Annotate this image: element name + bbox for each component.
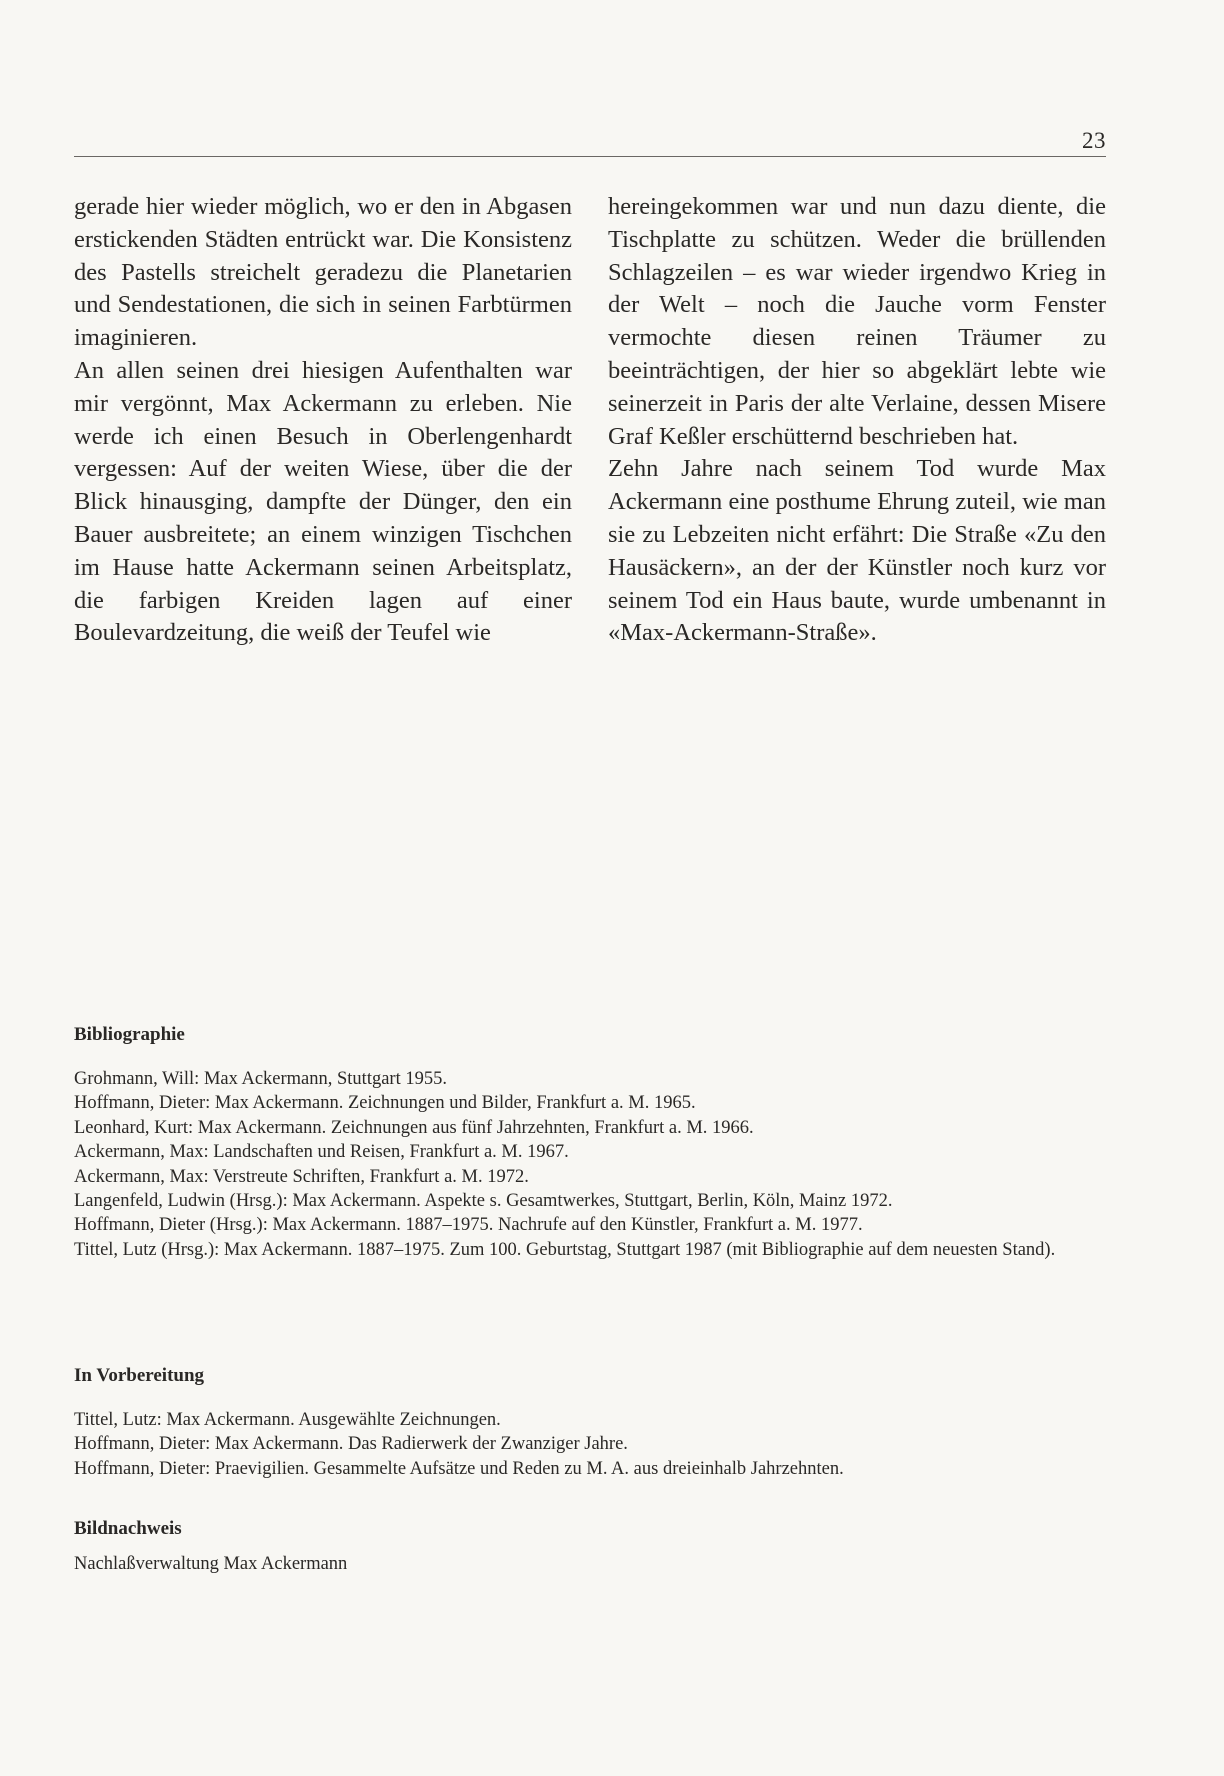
image-credits-section — [74, 1517, 1106, 1576]
body-paragraph: Zehn Jahre nach seinem Tod wurde Max Ackermann eine posthume Ehrung zuteil, wie man sie zu Lebzeiten nicht erfährt: Die Straße «Zu den Hausäckern», an der der Künstler noch kurz vor seinem Tod ein Haus baute, wurde umbenannt in «Max-Ackermann-Straße». — [608, 455, 1106, 647]
image-credits-list — [74, 1552, 1106, 1576]
bibliography-entry: Leonhard, Kurt: Max Ackermann. Zeichnungen aus fünf Jahrzehnten, Frankfurt a. M. 1966. — [74, 1117, 754, 1138]
bibliography-entry: Grohmann, Will: Max Ackermann, Stuttgart 1955. — [74, 1069, 447, 1089]
page-number: 23 — [1082, 128, 1106, 153]
bibliography-entry: Ackermann, Max: Landschaften und Reisen, Frankfurt a. M. 1967. — [74, 1142, 569, 1163]
body-paragraph: An allen seinen drei hiesigen Aufenthalten war mir vergönnt, Max Ackermann zu erleben. Nie werde ich einen Besuch in Oberlengenhardt vergessen: Auf der weiten Wiese, über die der Blick hinausging, dampfte der Dünger, den ein Bauer ausbreitete; an einem winzigen Tischchen im Hause hatte Ackermann seinen Arbeitsplatz, die farbigen Kreiden lagen auf einer Boulevardzeitung, die weiß der Teufel wie — [74, 356, 572, 647]
bibliography-entry: Hoffmann, Dieter (Hrsg.): Max Ackermann. 1887–1975. Nachrufe auf den Künstler, Frankfurt a. M. 1977. — [74, 1215, 863, 1236]
bibliography-entry: Tittel, Lutz: Max Ackermann. Ausgewählte Zeichnungen. — [74, 1410, 501, 1430]
bibliography-entry: Tittel, Lutz (Hrsg.): Max Ackermann. 1887–1975. Zum 100. Geburtstag, Stuttgart 1987 (mit Bibliographie auf dem neuesten Stand). — [74, 1239, 1056, 1260]
body-text — [74, 191, 1106, 650]
bibliography-entry: Hoffmann, Dieter: Max Ackermann. Zeichnungen und Bilder, Frankfurt a. M. 1965. — [74, 1093, 696, 1114]
section-heading: Bibliographie — [74, 1024, 185, 1045]
right-column — [608, 191, 1106, 650]
bibliography-entry: Ackermann, Max: Verstreute Schriften, Frankfurt a. M. 1972. — [74, 1166, 529, 1187]
header-rule — [74, 156, 1106, 157]
body-paragraph: gerade hier wieder möglich, wo er den in Abgasen erstickenden Städten entrückt war. Die Konsistenz des Pastells streichelt geradezu die Planetarien und Sendestationen, die sich in seinen Farbtürmen imaginieren. — [74, 193, 572, 352]
credit-entry: Nachlaßverwaltung Max Ackermann — [74, 1554, 348, 1574]
body-paragraph: hereingekommen war und nun dazu diente, die Tischplatte zu schützen. Weder die brüllenden Schlagzeilen – es war wieder irgendwo Krieg in der Welt – noch die Jauche vorm Fenster vermochte diesen reinen Träumer zu beeinträchtigen, der hier so abgeklärt lebte wie seinerzeit in Paris der alte Verlaine, dessen Misere Graf Keßler erschütternd beschrieben hat. — [608, 193, 1106, 450]
bibliography-entry: Hoffmann, Dieter: Praevigilien. Gesammelte Aufsätze und Reden zu M. A. aus dreieinhalb Jahrzehnten. — [74, 1458, 844, 1479]
bibliography-entry: Hoffmann, Dieter: Max Ackermann. Das Radierwerk der Zwanziger Jahre. — [74, 1434, 628, 1455]
bibliography-section — [74, 1023, 1106, 1262]
left-column — [74, 191, 572, 650]
bibliography-list — [74, 1067, 1106, 1262]
section-heading: In Vorbereitung — [74, 1365, 205, 1386]
in-preparation-list — [74, 1408, 1106, 1481]
bibliography-entry: Langenfeld, Ludwin (Hrsg.): Max Ackermann. Aspekte s. Gesamtwerkes, Stuttgart, Berlin, Köln, Mainz 1972. — [74, 1191, 893, 1212]
in-preparation-section — [74, 1364, 1106, 1481]
section-heading: Bildnachweis — [74, 1518, 182, 1539]
